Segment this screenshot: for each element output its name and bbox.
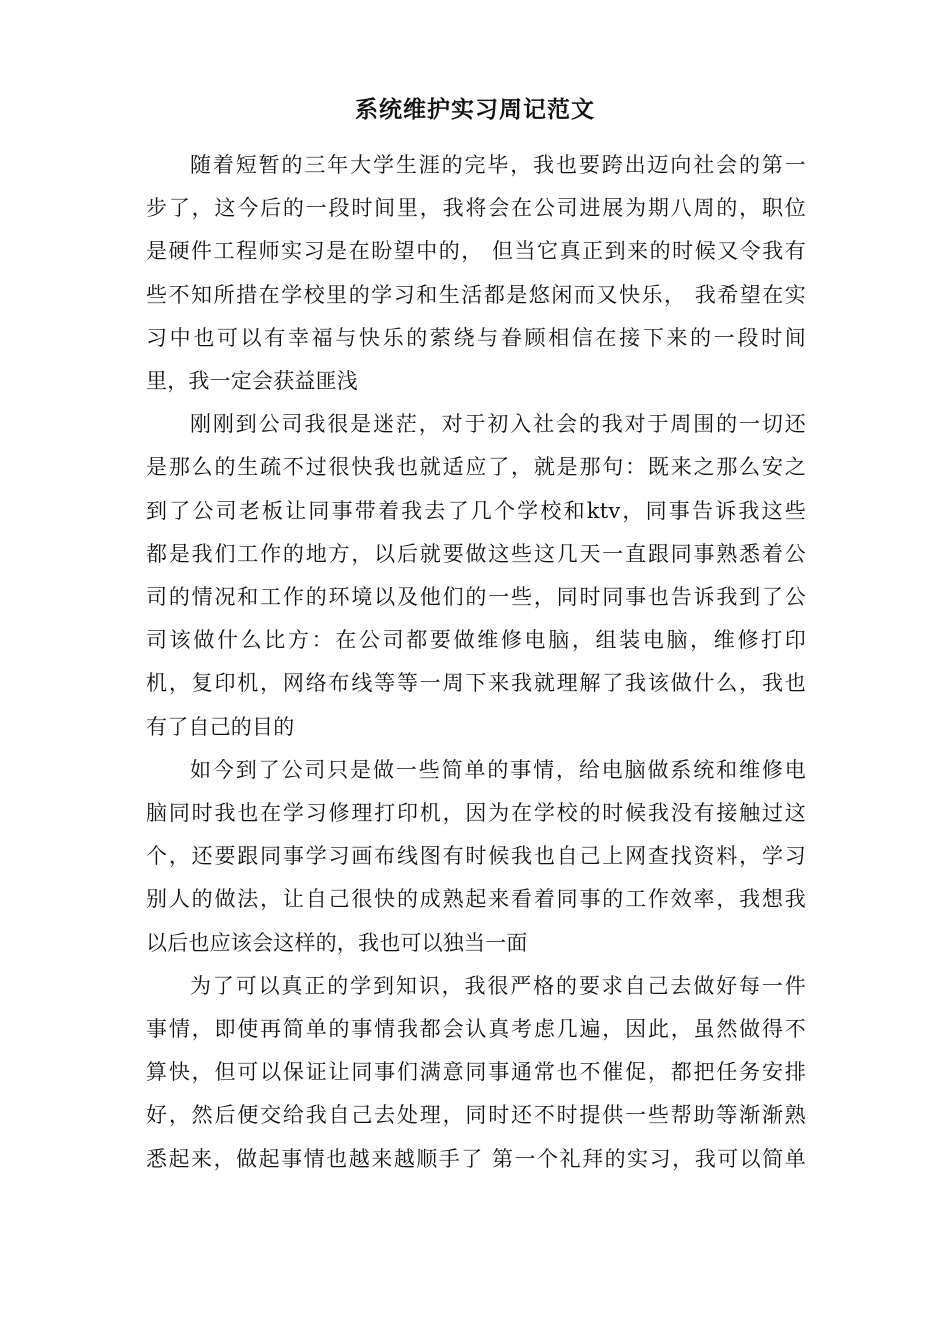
paragraph-line: 好，然后便交给我自己去处理，同时还不时提供一些帮助等渐渐熟 xyxy=(146,1103,806,1128)
paragraph-line: 如今到了公司只是做一些简单的事情，给电脑做系统和维修电 xyxy=(190,757,806,782)
paragraph-line: 悉起来，做起事情也越来越顺手了 第一个礼拜的实习，我可以简单 xyxy=(146,1146,806,1171)
paragraph-line: 事情，即使再简单的事情我都会认真考虑几遍，因此，虽然做得不 xyxy=(146,1017,806,1042)
paragraph-line: 个，还要跟同事学习画布线图有时候我也自己上网查找资料，学习 xyxy=(146,844,806,869)
paragraph xyxy=(146,403,806,749)
paragraph-line: 到了公司老板让同事带着我去了几个学校和ktv，同事告诉我这些 xyxy=(146,498,806,523)
paragraph xyxy=(146,144,806,403)
paragraph-line: 些不知所措在学校里的学习和生活都是悠闲而又快乐， 我希望在实 xyxy=(146,282,806,307)
paragraph-line: 有了自己的目的 xyxy=(146,714,295,739)
paragraph-line: 是那么的生疏不过很快我也就适应了，就是那句：既来之那么安之 xyxy=(146,455,806,480)
paragraph-line: 习中也可以有幸福与快乐的萦绕与眷顾相信在接下来的一段时间 xyxy=(146,325,806,350)
paragraph-line: 司的情况和工作的环境以及他们的一些，同时同事也告诉我到了公 xyxy=(146,585,806,610)
paragraph-line: 刚刚到公司我很是迷茫，对于初入社会的我对于周围的一切还 xyxy=(190,412,806,437)
paragraph-line: 随着短暂的三年大学生涯的完毕，我也要跨出迈向社会的第一 xyxy=(190,153,806,177)
document-title: 系统维护实习周记范文 xyxy=(355,96,595,123)
paragraph xyxy=(146,965,806,1181)
paragraph-line: 为了可以真正的学到知识，我很严格的要求自己去做好每一件 xyxy=(190,973,806,998)
paragraph xyxy=(146,749,806,965)
paragraph-line: 机，复印机，网络布线等等一周下来我就理解了我该做什么，我也 xyxy=(146,671,806,696)
paragraph-line: 算快，但可以保证让同事们满意同事通常也不催促，都把任务安排 xyxy=(146,1060,806,1085)
paragraph-line: 别人的做法，让自己很快的成熟起来看着同事的工作效率，我想我 xyxy=(146,887,806,912)
paragraph-line: 都是我们工作的地方，以后就要做这些这几天一直跟同事熟悉着公 xyxy=(146,541,806,566)
paragraph-line: 步了，这今后的一段时间里，我将会在公司进展为期八周的，职位 xyxy=(146,196,806,221)
paragraph-line: 是硬件工程师实习是在盼望中的， 但当它真正到来的时候又令我有 xyxy=(146,239,806,264)
paragraph-line: 里，我一定会获益匪浅 xyxy=(146,369,358,394)
paragraph-line: 以后也应该会这样的，我也可以独当一面 xyxy=(146,930,528,955)
document-body xyxy=(146,144,806,1181)
paragraph-line: 司该做什么比方：在公司都要做维修电脑，组装电脑，维修打印 xyxy=(146,628,806,653)
paragraph-line: 脑同时我也在学习修理打印机，因为在学校的时候我没有接触过这 xyxy=(146,801,806,826)
